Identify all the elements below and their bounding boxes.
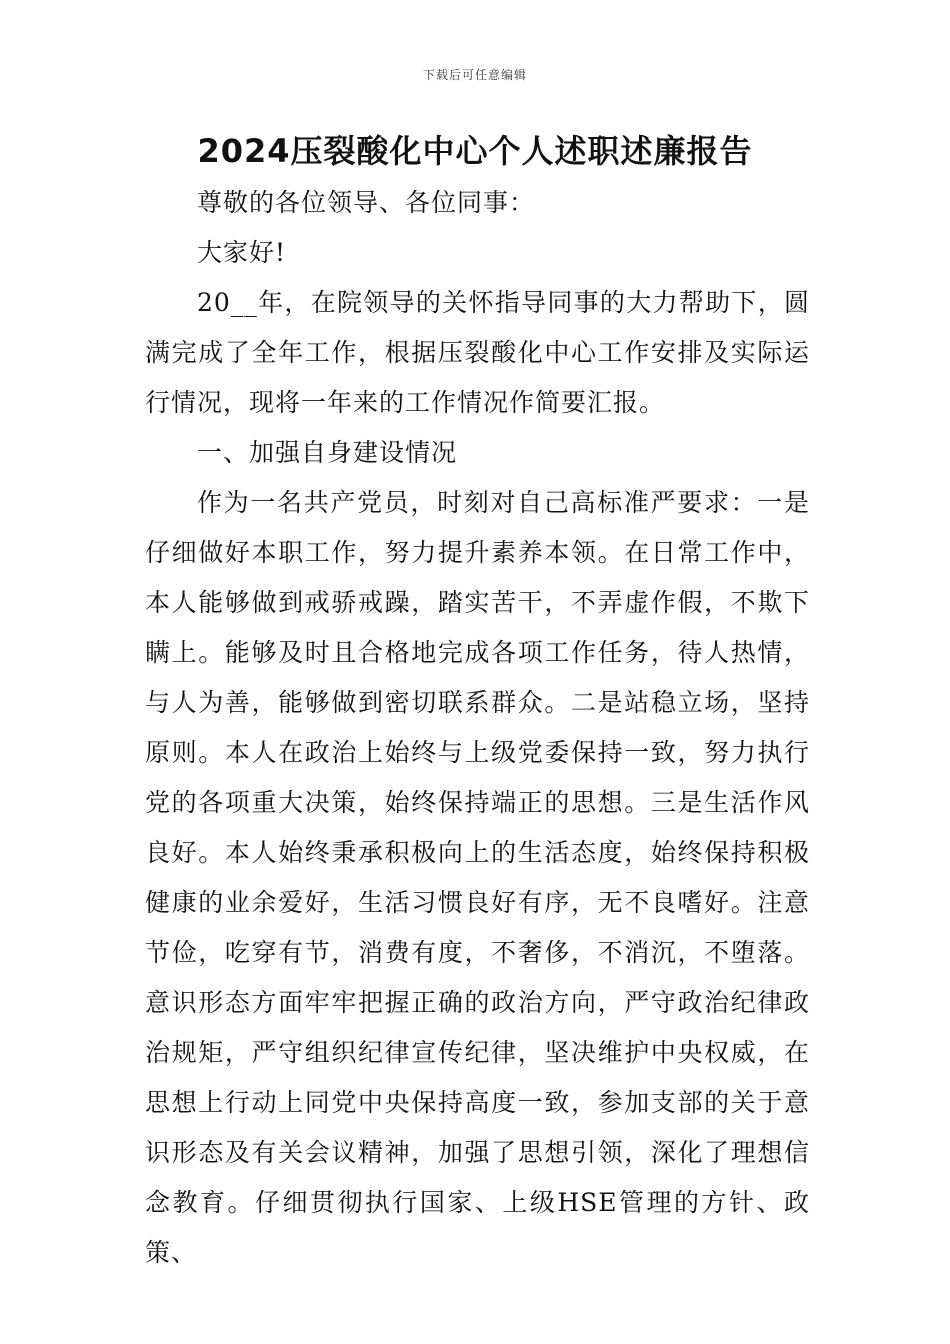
intro-paragraph: 20__年，在院领导的关怀指导同事的大力帮助下，圆满完成了全年工作，根据压裂酸化中心工作安排及实际运行情况，现将一年来的工作情况作简要汇报。 xyxy=(145,288,810,417)
greeting: 大家好! xyxy=(197,238,287,267)
document-title: 2024压裂酸化中心个人述职述廉报告 xyxy=(197,132,753,170)
header-note: 下载后可任意编辑 xyxy=(422,68,527,82)
section-heading: 一、加强自身建设情况 xyxy=(197,438,458,467)
salutation: 尊敬的各位领导、各位同事： xyxy=(197,188,536,217)
body-paragraph: 作为一名共产党员，时刻对自己高标准严要求：一是仔细做好本职工作，努力提升素养本领。在日常工作中，本人能够做到戒骄戒躁，踏实苦干，不弄虚作假，不欺下瞒上。能够及时且合格地完成各项工作任务，待人热情，与人为善，能够做到密切联系群众。二是站稳立场，坚持原则。本人在政治上始终与上级党委保持一致，努力执行党的各项重大决策，始终保持端正的思想。三是生活作风良好。本人始终秉承积极向上的生活态度，始终保持积极健康的业余爱好，生活习惯良好有序，无不良嗜好。注意节俭，吃穿有节，消费有度，不奢侈，不消沉，不堕落。意识形态方面牢牢把握正确的政治方向，严守政治纪律政治规矩，严守组织纪律宣传纪律，坚决维护中央权威，在思想上行动上同党中央保持高度一致，参加支部的关于意识形态及有关会议精神，加强了思想引领，深化了理想信念教育。仔细贯彻执行国家、上级HSE管理的方针、政策、 xyxy=(145,488,810,1267)
document-body xyxy=(145,178,810,1278)
